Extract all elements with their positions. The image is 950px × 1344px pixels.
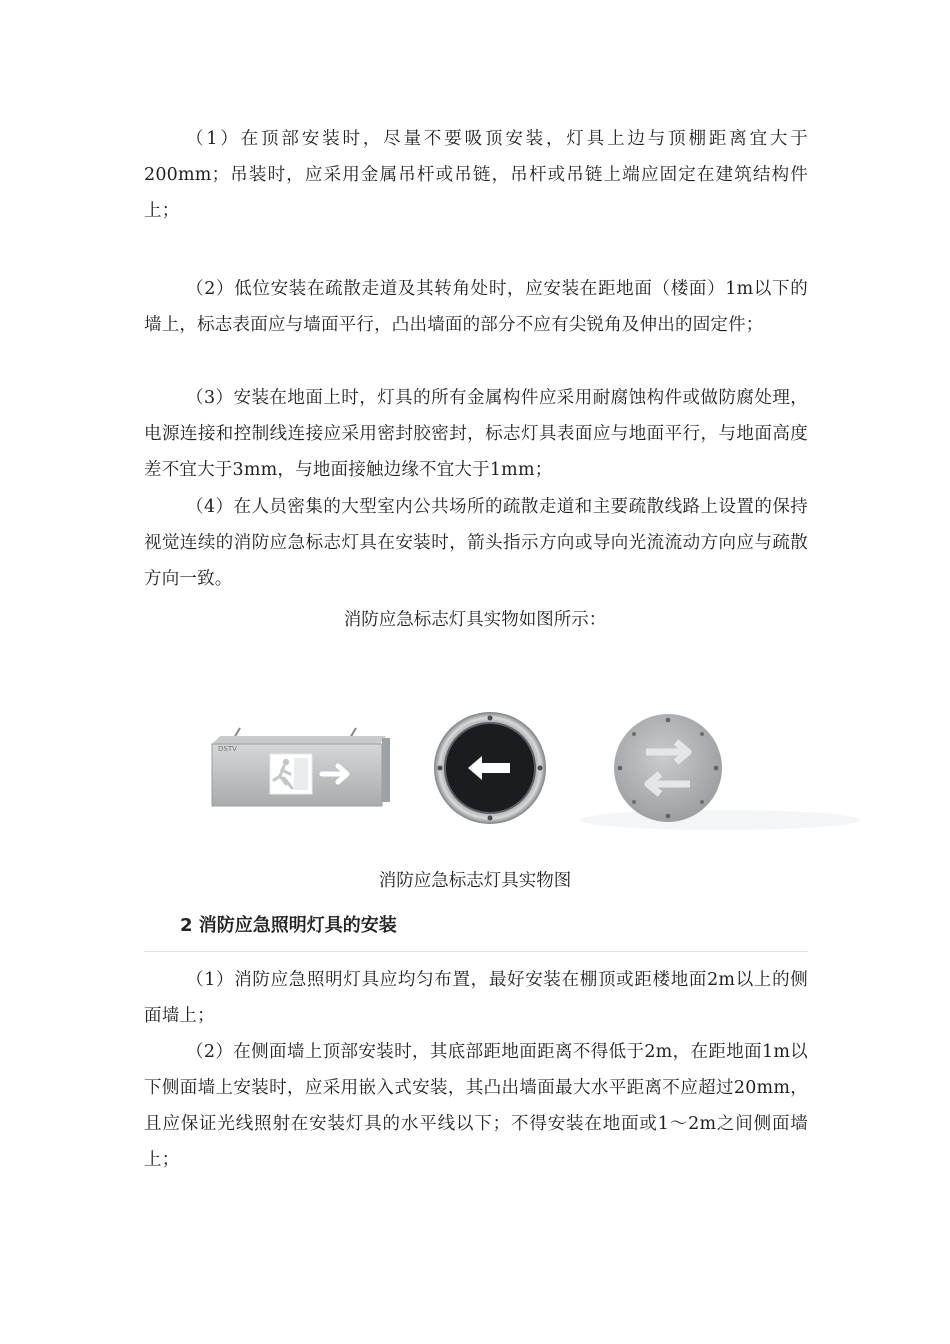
section-heading: 2 消防应急照明灯具的安装 [180, 915, 397, 936]
heading-divider [144, 951, 808, 952]
paragraph-floor-install: （3）安装在地面上时，灯具的所有金属构件应采用耐腐蚀构件或做防腐处理，电源连接和控制线连接应采用密封胶密封，标志灯具表面应与地面平行，与地面高度差不宜大于3mm，与地面接触边缘不宜大于1mm； [144, 388, 808, 480]
rectangular-exit-sign-image [212, 728, 390, 806]
paragraph-lighting-layout: （1）消防应急照明灯具应均匀布置，最好安装在棚顶或距楼地面2m以上的侧面墙上； [144, 970, 808, 1026]
figure-caption: 消防应急标志灯具实物图 [378, 871, 572, 891]
emergency-sign-figure [200, 700, 860, 840]
paragraph-side-wall-install: （2）在侧面墙上顶部安装时，其底部距地面距离不得低于2m，在距地面1m以下侧面墙上安装时，应采用嵌入式安装，其凸出墙面最大水平距离不应超过20mm，且应保证光线照射在安装灯具的水平线以下；不得安装在地面或1～2m之间侧面墙上； [144, 1042, 808, 1170]
brand-label: DSTV [218, 745, 237, 753]
figure-intro-text: 消防应急标志灯具实物如图所示： [343, 610, 607, 630]
round-metal-sign-image [580, 714, 860, 830]
paragraph-ceiling-install: （1）在顶部安装时，尽量不要吸顶安装，灯具上边与顶棚距离宜大于200mm；吊装时，应采用金属吊杆或吊链，吊杆或吊链上端应固定在建筑结构件上； [144, 129, 808, 221]
paragraph-low-install: （2）低位安装在疏散走道及其转角处时，应安装在距地面（楼面）1m以下的墙上，标志表面应与墙面平行，凸出墙面的部分不应有尖锐角及伸出的固定件； [144, 279, 808, 335]
round-floor-sign-image [434, 712, 546, 824]
paragraph-crowded-venue: （4）在人员密集的大型室内公共场所的疏散走道和主要疏散线路上设置的保持视觉连续的消防应急标志灯具在安装时，箭头指示方向或导向光流流动方向应与疏散方向一致。 [144, 497, 808, 589]
